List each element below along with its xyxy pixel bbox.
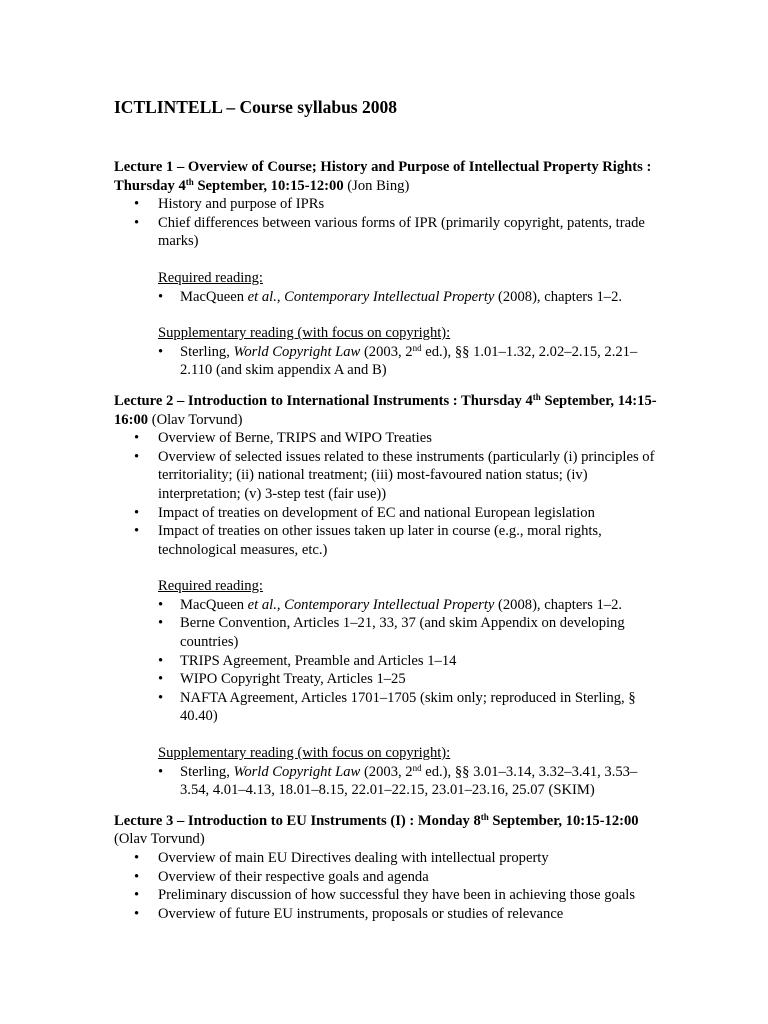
reading-italic: et al.	[247, 288, 277, 305]
list-item: • Overview of Berne, TRIPS and WIPO Treaties	[158, 429, 659, 448]
list-item: • TRIPS Agreement, Preamble and Articles 1–14	[180, 652, 659, 671]
list-item: • Overview of future EU instruments, proposals or studies of relevance	[158, 905, 659, 924]
reading-title: World Copyright Law	[233, 763, 361, 780]
lecture-2-lecturer: (Olav Torvund)	[148, 411, 243, 428]
lecture-1-heading	[114, 158, 659, 195]
lecture-1-title: Lecture 1 – Overview of Course; History and Purpose of Intellectual Property Rights : Thursday 4	[114, 159, 652, 194]
list-item: • Impact of treaties on other issues taken up later in course (e.g., moral rights, technological measures, etc.)	[158, 522, 659, 559]
lecture-3-ordinal: th	[480, 811, 489, 822]
reading-text: ,	[276, 596, 285, 613]
syllabus-content	[114, 96, 659, 935]
lecture-3-title: Lecture 3 – Introduction to EU Instruments (I) : Monday 8	[114, 812, 481, 829]
reading-text: Sterling,	[180, 343, 234, 360]
reading-text: (2008), chapters 1–2.	[494, 288, 623, 305]
list-item: • Overview of selected issues related to these instruments (particularly (i) principles of territoriality; (ii) national treatment; (iii) most-favoured nation status; (iv) interpretation; (v) 3-step test (fair use))	[158, 448, 659, 504]
lecture-3	[114, 812, 659, 924]
reading-text: Sterling,	[180, 763, 234, 780]
lecture-1-lecturer: (Jon Bing)	[343, 177, 410, 194]
lecture-1-topics	[114, 195, 659, 251]
list-item: • WIPO Copyright Treaty, Articles 1–25	[180, 670, 659, 689]
lecture-1-ordinal: th	[185, 176, 194, 187]
lecture-2-required-reading	[114, 577, 659, 726]
lecture-1-required-reading	[114, 269, 659, 306]
lecture-2-topics	[114, 429, 659, 559]
edition-ordinal: nd	[412, 342, 422, 353]
required-reading-list	[158, 288, 659, 307]
reading-text: ,	[276, 288, 285, 305]
reading-italic: et al.	[247, 596, 277, 613]
lecture-2	[114, 392, 659, 800]
list-item: • Preliminary discussion of how successful they have been in achieving those goals	[158, 886, 659, 905]
reading-text: ed.), §§ 1.01–1.32, 2.02–2.15, 2.21–2.110 (and skim appendix A and B)	[180, 343, 638, 379]
lecture-1-time: September, 10:15-12:00	[193, 177, 344, 194]
reading-text: ed.), §§ 3.01–3.14, 3.32–3.41, 3.53–3.54, 4.01–4.13, 18.01–8.15, 22.01–22.15, 23.01–23.16, 25.07 (SKIM)	[180, 763, 638, 799]
list-item	[180, 763, 659, 800]
lecture-3-lecturer: (Olav Torvund)	[114, 831, 205, 848]
document-title: ICTLINTELL – Course syllabus 2008	[114, 97, 397, 117]
reading-text: (2003, 2	[360, 343, 413, 360]
lecture-3-heading	[114, 812, 659, 849]
reading-text: (2008), chapters 1–2.	[494, 596, 623, 613]
list-item: • Impact of treaties on development of EC and national European legislation	[158, 504, 659, 523]
list-item	[180, 343, 659, 380]
list-item: • Berne Convention, Articles 1–21, 33, 37 (and skim Appendix on developing countries)	[180, 614, 659, 651]
edition-ordinal: nd	[412, 762, 422, 773]
list-item: • Overview of main EU Directives dealing with intellectual property	[158, 849, 659, 868]
list-item: • Chief differences between various forms of IPR (primarily copyright, patents, trade marks)	[158, 214, 659, 251]
reading-title: World Copyright Law	[233, 343, 361, 360]
list-item	[180, 288, 659, 307]
lecture-2-supplementary-reading	[114, 744, 659, 800]
list-item: • Overview of their respective goals and agenda	[158, 868, 659, 887]
supplementary-reading-label: Supplementary reading (with focus on copyright):	[158, 325, 451, 342]
required-reading-list	[158, 596, 659, 726]
required-reading-label: Required reading:	[158, 578, 263, 595]
required-reading-label: Required reading:	[158, 269, 263, 286]
reading-title: Contemporary Intellectual Property	[284, 596, 495, 613]
reading-text: MacQueen	[180, 596, 248, 613]
lecture-2-heading	[114, 392, 659, 429]
list-item: • NAFTA Agreement, Articles 1701–1705 (skim only; reproduced in Sterling, § 40.40)	[180, 689, 659, 726]
lecture-3-topics	[114, 849, 659, 923]
list-item	[180, 596, 659, 615]
lecture-1	[114, 158, 659, 380]
supplementary-reading-label: Supplementary reading (with focus on copyright):	[158, 745, 451, 762]
reading-text: MacQueen	[180, 288, 248, 305]
supplementary-reading-list	[158, 763, 659, 800]
reading-title: Contemporary Intellectual Property	[284, 288, 495, 305]
lecture-2-title: Lecture 2 – Introduction to International Instruments : Thursday 4	[114, 392, 533, 409]
reading-text: (2003, 2	[360, 763, 413, 780]
lecture-1-supplementary-reading	[114, 324, 659, 380]
lecture-3-time: September, 10:15-12:00	[488, 812, 639, 829]
supplementary-reading-list	[158, 343, 659, 380]
list-item: • History and purpose of IPRs	[158, 195, 659, 214]
lecture-2-time: September, 14:15-16:00	[114, 392, 657, 428]
lecture-2-ordinal: th	[532, 391, 541, 402]
